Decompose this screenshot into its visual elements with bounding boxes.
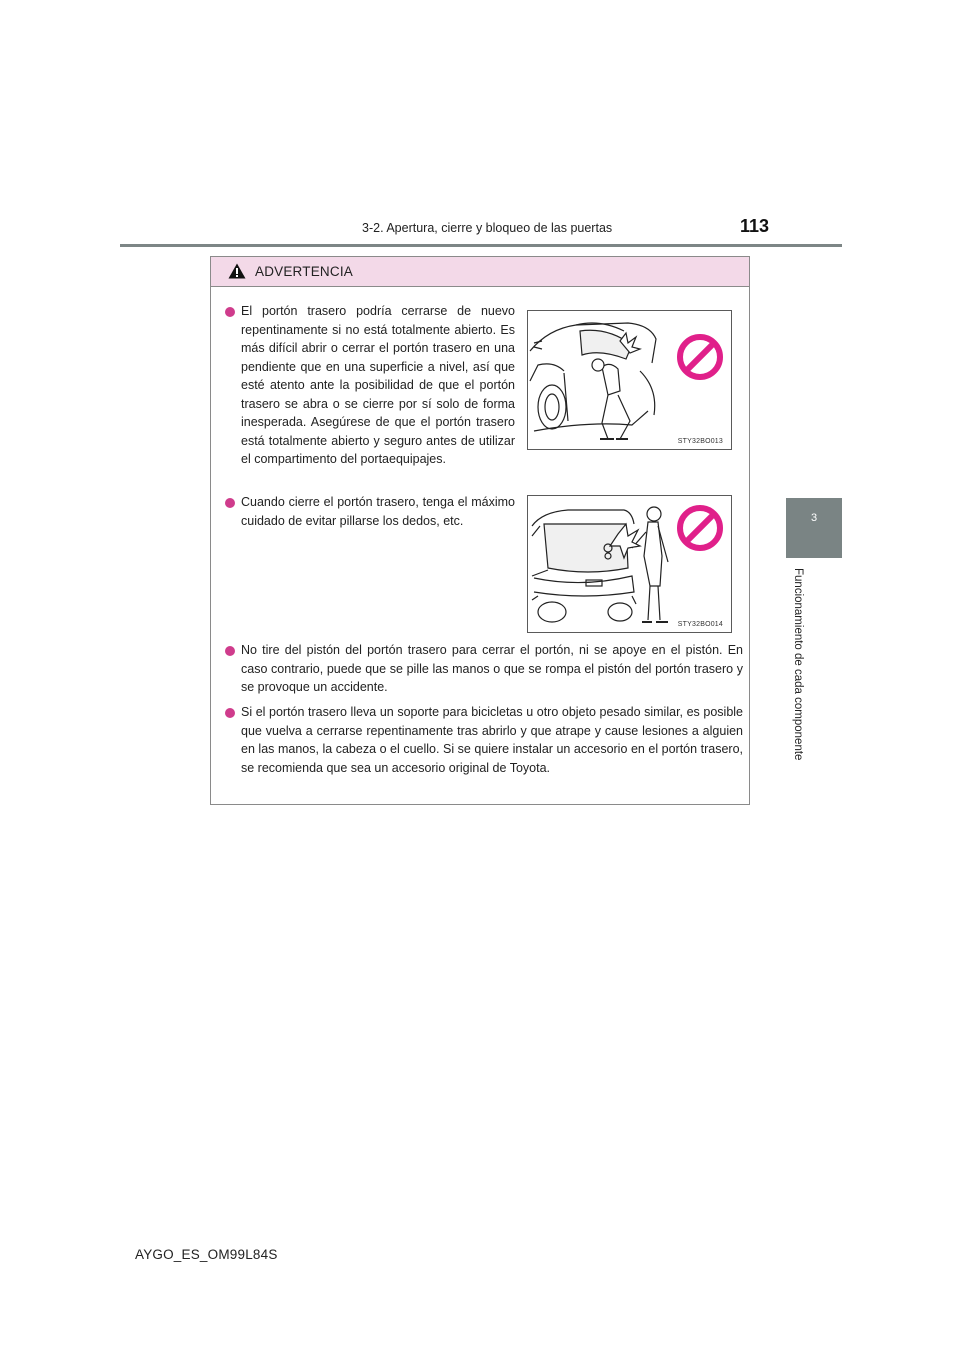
bullet-marker [225,708,235,718]
bullet-marker [225,307,235,317]
chapter-title: Funcionamiento de cada componente [792,568,804,761]
warning-box [210,256,750,805]
document-code: AYGO_ES_OM99L84S [135,1247,278,1262]
section-title: 3-2. Apertura, cierre y bloqueo de las puertas [362,221,613,235]
warning-bullet-1: El portón trasero podría cerrarse de nuevo repentinamente si no está totalmente abierto. Es más difícil abrir o cerrar el portón trasero en una pendiente que en una superficie a nivel, así que esté atento ante la posibilidad de que el portón trasero se abra o se cierre por sí solo de forma inesperada. Asegúrese de que el portón trasero está totalmente abierto y seguro antes de utilizar el compartimento del portaequipajes. [241,304,515,466]
warning-title: ADVERTENCIA [255,264,353,279]
warning-bullet-4: Si el portón trasero lleva un soporte para bicicletas u otro objeto pesado similar, es posible que vuelva a cerrarse repentinamente tras abrirlo y que atrape y cause lesiones a alguien en las manos, la cabeza o el cuello. Si se quiere instalar un accesorio en el portón trasero, se recomienda que sea un accesorio original de Toyota. [241,705,743,775]
warning-header [211,257,749,287]
chapter-number: 3 [810,512,818,524]
chapter-tab [786,498,842,558]
warning-triangle-icon [228,263,246,279]
illustration-tailgate-person [527,310,732,450]
illustration-tailgate-fingers [527,495,732,633]
warning-bullet-3: No tire del pistón del portón trasero para cerrar el portón, ni se apoye en el pistón. En caso contrario, puede que se pille las manos o que se rompa el pistón del portón trasero y se provoque un accidente. [241,643,743,694]
warning-bullet-2: Cuando cierre el portón trasero, tenga el máximo cuidado de evitar pillarse los dedos, etc. [241,495,515,528]
page-number: 113 [740,216,770,236]
bullet-marker [225,498,235,508]
prohibition-icon [676,333,724,381]
prohibition-icon [676,504,724,552]
chapter-title-vertical [784,568,808,782]
header-rule [120,244,842,247]
illustration-code: STY32BO014 [677,621,723,628]
illustration-code: STY32BO013 [677,438,723,445]
bullet-marker [225,646,235,656]
